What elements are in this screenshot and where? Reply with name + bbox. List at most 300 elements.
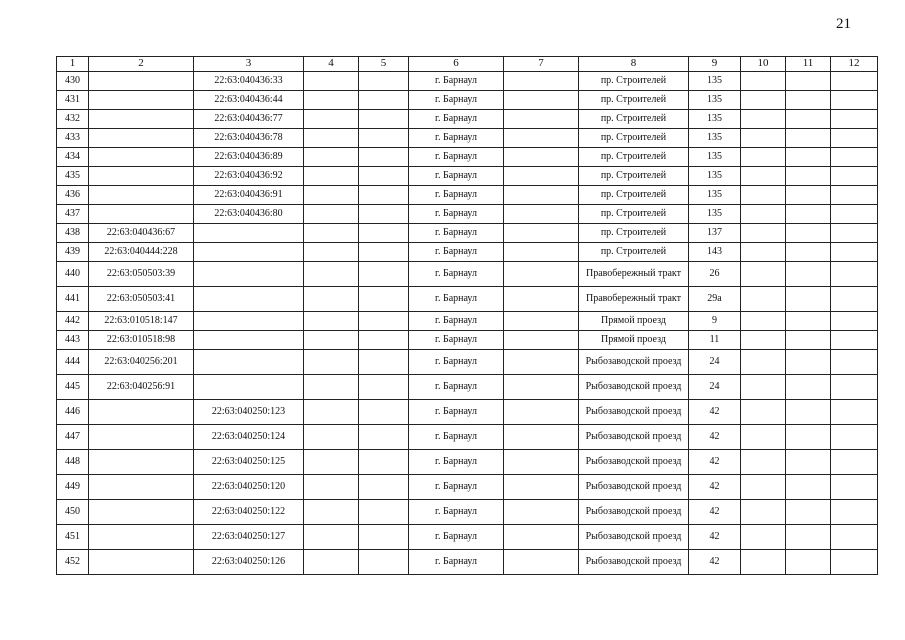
- city-cell: г. Барнаул: [409, 350, 504, 375]
- column-header: 12: [831, 57, 878, 72]
- table-row: [57, 91, 878, 110]
- column-10-cell: [741, 312, 786, 331]
- city-cell: г. Барнаул: [409, 72, 504, 91]
- column-10-cell: [741, 72, 786, 91]
- street-cell: пр. Строителей: [579, 148, 689, 167]
- column-11-cell: [786, 350, 831, 375]
- table-row: [57, 262, 878, 287]
- house-number-cell: 29а: [689, 287, 741, 312]
- table-row: [57, 350, 878, 375]
- cadastral-number-alt-cell: [194, 224, 304, 243]
- table-row: [57, 400, 878, 425]
- street-cell: Рыбозаводской проезд: [579, 475, 689, 500]
- cadastral-number-alt-cell: [194, 287, 304, 312]
- cadastral-number-cell: 22:63:010518:98: [89, 331, 194, 350]
- column-5-cell: [359, 331, 409, 350]
- table-row: [57, 224, 878, 243]
- column-12-cell: [831, 287, 878, 312]
- row-number-cell: 432: [57, 110, 89, 129]
- column-7-cell: [504, 287, 579, 312]
- street-cell: Рыбозаводской проезд: [579, 375, 689, 400]
- column-7-cell: [504, 167, 579, 186]
- table-body: [57, 72, 878, 575]
- column-11-cell: [786, 287, 831, 312]
- column-12-cell: [831, 550, 878, 575]
- column-header: 3: [194, 57, 304, 72]
- street-cell: Рыбозаводской проезд: [579, 450, 689, 475]
- cadastral-number-cell: [89, 550, 194, 575]
- column-7-cell: [504, 450, 579, 475]
- column-11-cell: [786, 148, 831, 167]
- table-row: [57, 450, 878, 475]
- table-row: [57, 331, 878, 350]
- cadastral-number-alt-cell: 22:63:040250:123: [194, 400, 304, 425]
- column-7-cell: [504, 72, 579, 91]
- cadastral-number-cell: [89, 525, 194, 550]
- column-10-cell: [741, 186, 786, 205]
- column-11-cell: [786, 91, 831, 110]
- cadastral-number-alt-cell: 22:63:040250:122: [194, 500, 304, 525]
- table-row: [57, 72, 878, 91]
- city-cell: г. Барнаул: [409, 400, 504, 425]
- registry-table: [56, 56, 878, 575]
- cadastral-number-cell: [89, 475, 194, 500]
- column-10-cell: [741, 129, 786, 148]
- column-12-cell: [831, 110, 878, 129]
- table-row: [57, 312, 878, 331]
- column-12-cell: [831, 186, 878, 205]
- table-row: [57, 425, 878, 450]
- column-5-cell: [359, 243, 409, 262]
- street-cell: пр. Строителей: [579, 186, 689, 205]
- cadastral-number-alt-cell: [194, 331, 304, 350]
- city-cell: г. Барнаул: [409, 425, 504, 450]
- column-5-cell: [359, 500, 409, 525]
- table-row: [57, 375, 878, 400]
- column-5-cell: [359, 312, 409, 331]
- column-10-cell: [741, 331, 786, 350]
- cadastral-number-alt-cell: 22:63:040436:91: [194, 186, 304, 205]
- column-5-cell: [359, 350, 409, 375]
- row-number-cell: 444: [57, 350, 89, 375]
- street-cell: пр. Строителей: [579, 110, 689, 129]
- column-4-cell: [304, 550, 359, 575]
- column-11-cell: [786, 450, 831, 475]
- cadastral-number-cell: [89, 129, 194, 148]
- column-5-cell: [359, 224, 409, 243]
- column-10-cell: [741, 425, 786, 450]
- row-number-cell: 452: [57, 550, 89, 575]
- row-number-cell: 436: [57, 186, 89, 205]
- column-12-cell: [831, 350, 878, 375]
- column-5-cell: [359, 129, 409, 148]
- column-4-cell: [304, 312, 359, 331]
- cadastral-number-alt-cell: 22:63:040436:77: [194, 110, 304, 129]
- street-cell: пр. Строителей: [579, 167, 689, 186]
- column-4-cell: [304, 72, 359, 91]
- column-header: 9: [689, 57, 741, 72]
- row-number-cell: 434: [57, 148, 89, 167]
- cadastral-number-cell: [89, 167, 194, 186]
- city-cell: г. Барнаул: [409, 287, 504, 312]
- column-5-cell: [359, 262, 409, 287]
- column-4-cell: [304, 331, 359, 350]
- column-10-cell: [741, 224, 786, 243]
- column-header: 8: [579, 57, 689, 72]
- cadastral-number-alt-cell: [194, 262, 304, 287]
- city-cell: г. Барнаул: [409, 312, 504, 331]
- column-5-cell: [359, 550, 409, 575]
- street-cell: Прямой проезд: [579, 312, 689, 331]
- row-number-cell: 445: [57, 375, 89, 400]
- street-cell: Рыбозаводской проезд: [579, 350, 689, 375]
- house-number-cell: 42: [689, 475, 741, 500]
- house-number-cell: 26: [689, 262, 741, 287]
- column-5-cell: [359, 186, 409, 205]
- table-row: [57, 475, 878, 500]
- column-7-cell: [504, 375, 579, 400]
- city-cell: г. Барнаул: [409, 450, 504, 475]
- column-11-cell: [786, 129, 831, 148]
- column-4-cell: [304, 475, 359, 500]
- column-4-cell: [304, 167, 359, 186]
- house-number-cell: 42: [689, 425, 741, 450]
- city-cell: г. Барнаул: [409, 475, 504, 500]
- row-number-cell: 431: [57, 91, 89, 110]
- row-number-cell: 433: [57, 129, 89, 148]
- city-cell: г. Барнаул: [409, 205, 504, 224]
- cadastral-number-cell: [89, 91, 194, 110]
- column-12-cell: [831, 400, 878, 425]
- row-number-cell: 446: [57, 400, 89, 425]
- table-row: [57, 167, 878, 186]
- cadastral-number-alt-cell: [194, 243, 304, 262]
- column-7-cell: [504, 525, 579, 550]
- cadastral-number-cell: 22:63:040256:201: [89, 350, 194, 375]
- city-cell: г. Барнаул: [409, 375, 504, 400]
- cadastral-number-cell: [89, 186, 194, 205]
- city-cell: г. Барнаул: [409, 186, 504, 205]
- street-cell: Рыбозаводской проезд: [579, 525, 689, 550]
- table-row: [57, 500, 878, 525]
- column-4-cell: [304, 205, 359, 224]
- column-12-cell: [831, 243, 878, 262]
- house-number-cell: 135: [689, 148, 741, 167]
- cadastral-number-cell: 22:63:050503:41: [89, 287, 194, 312]
- house-number-cell: 42: [689, 525, 741, 550]
- row-number-cell: 448: [57, 450, 89, 475]
- cadastral-number-alt-cell: 22:63:040436:92: [194, 167, 304, 186]
- column-12-cell: [831, 91, 878, 110]
- cadastral-number-alt-cell: [194, 350, 304, 375]
- column-11-cell: [786, 425, 831, 450]
- house-number-cell: 135: [689, 72, 741, 91]
- column-10-cell: [741, 91, 786, 110]
- column-11-cell: [786, 500, 831, 525]
- cadastral-number-cell: [89, 425, 194, 450]
- cadastral-number-cell: 22:63:040436:67: [89, 224, 194, 243]
- street-cell: пр. Строителей: [579, 72, 689, 91]
- house-number-cell: 137: [689, 224, 741, 243]
- column-5-cell: [359, 167, 409, 186]
- column-4-cell: [304, 148, 359, 167]
- page-number: 21: [836, 16, 851, 32]
- house-number-cell: 135: [689, 91, 741, 110]
- street-cell: Рыбозаводской проезд: [579, 425, 689, 450]
- column-11-cell: [786, 72, 831, 91]
- column-4-cell: [304, 375, 359, 400]
- house-number-cell: 135: [689, 186, 741, 205]
- column-5-cell: [359, 450, 409, 475]
- column-11-cell: [786, 224, 831, 243]
- table-row: [57, 550, 878, 575]
- column-12-cell: [831, 375, 878, 400]
- row-number-cell: 447: [57, 425, 89, 450]
- column-7-cell: [504, 425, 579, 450]
- column-7-cell: [504, 129, 579, 148]
- column-7-cell: [504, 148, 579, 167]
- city-cell: г. Барнаул: [409, 262, 504, 287]
- column-10-cell: [741, 500, 786, 525]
- column-11-cell: [786, 186, 831, 205]
- cadastral-number-alt-cell: 22:63:040250:120: [194, 475, 304, 500]
- house-number-cell: 11: [689, 331, 741, 350]
- cadastral-number-cell: 22:63:040444:228: [89, 243, 194, 262]
- table-row: [57, 525, 878, 550]
- city-cell: г. Барнаул: [409, 243, 504, 262]
- column-12-cell: [831, 72, 878, 91]
- column-5-cell: [359, 400, 409, 425]
- column-5-cell: [359, 475, 409, 500]
- column-7-cell: [504, 350, 579, 375]
- city-cell: г. Барнаул: [409, 550, 504, 575]
- cadastral-number-alt-cell: 22:63:040436:89: [194, 148, 304, 167]
- column-7-cell: [504, 500, 579, 525]
- column-10-cell: [741, 550, 786, 575]
- column-header: 1: [57, 57, 89, 72]
- column-7-cell: [504, 110, 579, 129]
- city-cell: г. Барнаул: [409, 500, 504, 525]
- column-4-cell: [304, 129, 359, 148]
- table-row: [57, 243, 878, 262]
- column-5-cell: [359, 91, 409, 110]
- column-10-cell: [741, 262, 786, 287]
- row-number-cell: 435: [57, 167, 89, 186]
- street-cell: Правобережный тракт: [579, 262, 689, 287]
- column-5-cell: [359, 525, 409, 550]
- column-10-cell: [741, 375, 786, 400]
- cadastral-number-alt-cell: 22:63:040436:44: [194, 91, 304, 110]
- column-10-cell: [741, 243, 786, 262]
- row-number-cell: 437: [57, 205, 89, 224]
- column-4-cell: [304, 425, 359, 450]
- row-number-cell: 441: [57, 287, 89, 312]
- column-5-cell: [359, 287, 409, 312]
- cadastral-number-cell: 22:63:010518:147: [89, 312, 194, 331]
- street-cell: Правобережный тракт: [579, 287, 689, 312]
- house-number-cell: 135: [689, 167, 741, 186]
- row-number-cell: 442: [57, 312, 89, 331]
- house-number-cell: 42: [689, 400, 741, 425]
- row-number-cell: 438: [57, 224, 89, 243]
- street-cell: Рыбозаводской проезд: [579, 500, 689, 525]
- column-10-cell: [741, 350, 786, 375]
- column-10-cell: [741, 450, 786, 475]
- cadastral-number-cell: [89, 148, 194, 167]
- column-12-cell: [831, 167, 878, 186]
- cadastral-number-cell: [89, 72, 194, 91]
- column-7-cell: [504, 243, 579, 262]
- house-number-cell: 42: [689, 450, 741, 475]
- city-cell: г. Барнаул: [409, 331, 504, 350]
- column-7-cell: [504, 475, 579, 500]
- column-5-cell: [359, 205, 409, 224]
- column-7-cell: [504, 400, 579, 425]
- column-12-cell: [831, 224, 878, 243]
- cadastral-number-cell: 22:63:050503:39: [89, 262, 194, 287]
- city-cell: г. Барнаул: [409, 167, 504, 186]
- street-cell: Прямой проезд: [579, 331, 689, 350]
- column-11-cell: [786, 167, 831, 186]
- cadastral-number-cell: [89, 400, 194, 425]
- cadastral-number-alt-cell: 22:63:040436:78: [194, 129, 304, 148]
- column-4-cell: [304, 500, 359, 525]
- column-11-cell: [786, 375, 831, 400]
- house-number-cell: 24: [689, 350, 741, 375]
- column-header: 11: [786, 57, 831, 72]
- city-cell: г. Барнаул: [409, 224, 504, 243]
- table-row: [57, 148, 878, 167]
- column-12-cell: [831, 129, 878, 148]
- column-11-cell: [786, 205, 831, 224]
- house-number-cell: 135: [689, 110, 741, 129]
- column-12-cell: [831, 312, 878, 331]
- row-number-cell: 449: [57, 475, 89, 500]
- header-row: [57, 57, 878, 72]
- column-4-cell: [304, 91, 359, 110]
- cadastral-number-cell: [89, 450, 194, 475]
- cadastral-number-alt-cell: [194, 375, 304, 400]
- column-11-cell: [786, 400, 831, 425]
- cadastral-number-cell: 22:63:040256:91: [89, 375, 194, 400]
- column-12-cell: [831, 148, 878, 167]
- column-header: 2: [89, 57, 194, 72]
- street-cell: Рыбозаводской проезд: [579, 400, 689, 425]
- column-11-cell: [786, 110, 831, 129]
- column-7-cell: [504, 550, 579, 575]
- street-cell: пр. Строителей: [579, 91, 689, 110]
- column-7-cell: [504, 91, 579, 110]
- street-cell: пр. Строителей: [579, 205, 689, 224]
- column-4-cell: [304, 400, 359, 425]
- house-number-cell: 24: [689, 375, 741, 400]
- column-10-cell: [741, 148, 786, 167]
- column-12-cell: [831, 475, 878, 500]
- column-12-cell: [831, 500, 878, 525]
- table-row: [57, 110, 878, 129]
- row-number-cell: 451: [57, 525, 89, 550]
- column-12-cell: [831, 525, 878, 550]
- city-cell: г. Барнаул: [409, 110, 504, 129]
- column-7-cell: [504, 262, 579, 287]
- house-number-cell: 135: [689, 205, 741, 224]
- column-11-cell: [786, 331, 831, 350]
- column-5-cell: [359, 375, 409, 400]
- column-4-cell: [304, 224, 359, 243]
- cadastral-number-alt-cell: 22:63:040436:33: [194, 72, 304, 91]
- cadastral-number-cell: [89, 110, 194, 129]
- table-row: [57, 205, 878, 224]
- column-12-cell: [831, 331, 878, 350]
- column-header: 10: [741, 57, 786, 72]
- column-10-cell: [741, 205, 786, 224]
- house-number-cell: 9: [689, 312, 741, 331]
- column-11-cell: [786, 262, 831, 287]
- column-7-cell: [504, 186, 579, 205]
- column-4-cell: [304, 110, 359, 129]
- street-cell: пр. Строителей: [579, 129, 689, 148]
- column-10-cell: [741, 287, 786, 312]
- column-12-cell: [831, 262, 878, 287]
- row-number-cell: 450: [57, 500, 89, 525]
- column-5-cell: [359, 425, 409, 450]
- column-12-cell: [831, 425, 878, 450]
- column-7-cell: [504, 312, 579, 331]
- row-number-cell: 439: [57, 243, 89, 262]
- column-12-cell: [831, 205, 878, 224]
- city-cell: г. Барнаул: [409, 148, 504, 167]
- column-5-cell: [359, 72, 409, 91]
- table-row: [57, 186, 878, 205]
- street-cell: Рыбозаводской проезд: [579, 550, 689, 575]
- column-10-cell: [741, 167, 786, 186]
- column-11-cell: [786, 525, 831, 550]
- column-4-cell: [304, 350, 359, 375]
- city-cell: г. Барнаул: [409, 129, 504, 148]
- column-11-cell: [786, 243, 831, 262]
- column-4-cell: [304, 525, 359, 550]
- street-cell: пр. Строителей: [579, 243, 689, 262]
- city-cell: г. Барнаул: [409, 525, 504, 550]
- cadastral-number-cell: [89, 205, 194, 224]
- column-10-cell: [741, 475, 786, 500]
- street-cell: пр. Строителей: [579, 224, 689, 243]
- column-4-cell: [304, 186, 359, 205]
- cadastral-number-alt-cell: 22:63:040250:127: [194, 525, 304, 550]
- column-4-cell: [304, 243, 359, 262]
- column-10-cell: [741, 525, 786, 550]
- column-header: 6: [409, 57, 504, 72]
- house-number-cell: 42: [689, 550, 741, 575]
- house-number-cell: 143: [689, 243, 741, 262]
- table-row: [57, 287, 878, 312]
- column-4-cell: [304, 287, 359, 312]
- column-header: 5: [359, 57, 409, 72]
- column-header: 4: [304, 57, 359, 72]
- city-cell: г. Барнаул: [409, 91, 504, 110]
- cadastral-number-alt-cell: 22:63:040250:124: [194, 425, 304, 450]
- column-5-cell: [359, 148, 409, 167]
- column-5-cell: [359, 110, 409, 129]
- row-number-cell: 443: [57, 331, 89, 350]
- house-number-cell: 42: [689, 500, 741, 525]
- row-number-cell: 430: [57, 72, 89, 91]
- house-number-cell: 135: [689, 129, 741, 148]
- column-10-cell: [741, 400, 786, 425]
- row-number-cell: 440: [57, 262, 89, 287]
- cadastral-number-alt-cell: [194, 312, 304, 331]
- cadastral-number-cell: [89, 500, 194, 525]
